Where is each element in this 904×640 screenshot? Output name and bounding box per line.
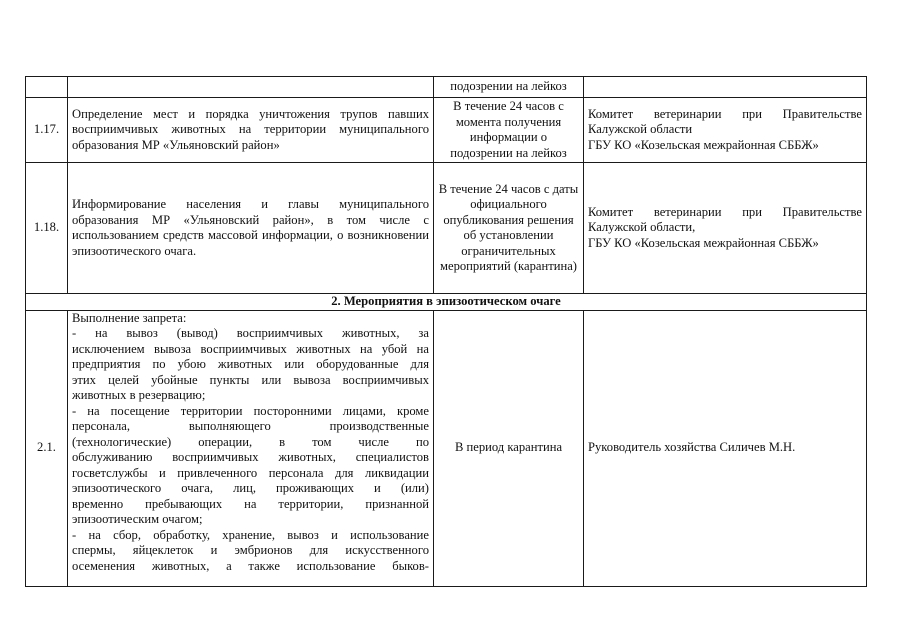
row-responsible bbox=[584, 163, 867, 294]
description-line: обслуживанию восприимчивых животных, специалистов bbox=[72, 450, 429, 464]
row-term: В течение 24 часов с момента получения информации о подозрении на лейкоз bbox=[434, 98, 584, 163]
description-line: животных в резервацию; bbox=[72, 388, 206, 402]
row-number: 2.1. bbox=[26, 310, 68, 586]
description-line: (технологические) операции, в том числе по bbox=[72, 434, 429, 449]
responsible-line: ГБУ КО «Козельская межрайонная СББЖ» bbox=[588, 137, 819, 152]
table-row bbox=[26, 98, 867, 163]
description-line: госветслужбы и привлеченного персонала для ликвидации bbox=[72, 465, 429, 480]
row-number: 1.17. bbox=[26, 98, 68, 163]
row-responsible bbox=[584, 98, 867, 163]
responsible-line: Комитет ветеринарии при Правительстве Калужской области bbox=[588, 106, 862, 137]
description-line: временно пребывающих на территории, признанной bbox=[72, 496, 429, 511]
measures-table bbox=[25, 76, 867, 587]
row-responsible bbox=[584, 77, 867, 98]
description-line: Выполнение запрета: bbox=[72, 310, 187, 325]
description-line: этих целей убойные пункты или вывоза восприимчивых bbox=[72, 372, 429, 387]
responsible-line: ГБУ КО «Козельская межрайонная СББЖ» bbox=[588, 235, 819, 250]
description-line: предприятия по убою животных или оборудованные для bbox=[72, 357, 429, 371]
responsible-line: Комитет ветеринарии при Правительстве Калужской области, bbox=[588, 204, 862, 235]
description-line: персонала, выполняющего производственные bbox=[72, 419, 429, 433]
description-line: осеменения животных, а также использование быков- bbox=[72, 558, 429, 573]
row-term: подозрении на лейкоз bbox=[434, 77, 584, 98]
description-line: - на вывоз (вывод) восприимчивых животных, за bbox=[72, 326, 429, 340]
row-description bbox=[68, 77, 434, 98]
row-description: Определение мест и порядка уничтожения трупов павших восприимчивых животных на территории муниципального образования МР «Ульяновский район» bbox=[68, 98, 434, 163]
description-line: - на сбор, обработку, хранение, вывоз и использование bbox=[72, 527, 429, 542]
description-line: эпизоотическим очагом; bbox=[72, 512, 203, 526]
description-line: - на посещение территории посторонними лицами, кроме bbox=[72, 403, 429, 418]
description-line: эпизоотического очага, лиц, проживающих и (или) bbox=[72, 481, 429, 495]
description-line: исключением вывоза восприимчивых животных на убой на bbox=[72, 341, 429, 356]
row-description: Информирование населения и главы муниципального образования МР «Ульяновский район», в том числе с использованием средств массовой информации, о возникновении эпизоотического очага. bbox=[68, 163, 434, 294]
row-term: В течение 24 часов с даты официального опубликования решения об установлении ограничительных мероприятий (карантина) bbox=[434, 163, 584, 294]
row-term: В период карантина bbox=[434, 310, 584, 586]
row-number bbox=[26, 77, 68, 98]
table-row bbox=[26, 77, 867, 98]
description-line: спермы, яйцеклеток и эмбрионов для искусственного bbox=[72, 543, 429, 557]
row-number: 1.18. bbox=[26, 163, 68, 294]
row-description bbox=[68, 310, 434, 586]
table-row bbox=[26, 163, 867, 294]
table-row bbox=[26, 310, 867, 586]
section-title: 2. Мероприятия в эпизоотическом очаге bbox=[26, 294, 867, 311]
row-responsible: Руководитель хозяйства Силичев М.Н. bbox=[584, 310, 867, 586]
section-header-row bbox=[26, 294, 867, 311]
